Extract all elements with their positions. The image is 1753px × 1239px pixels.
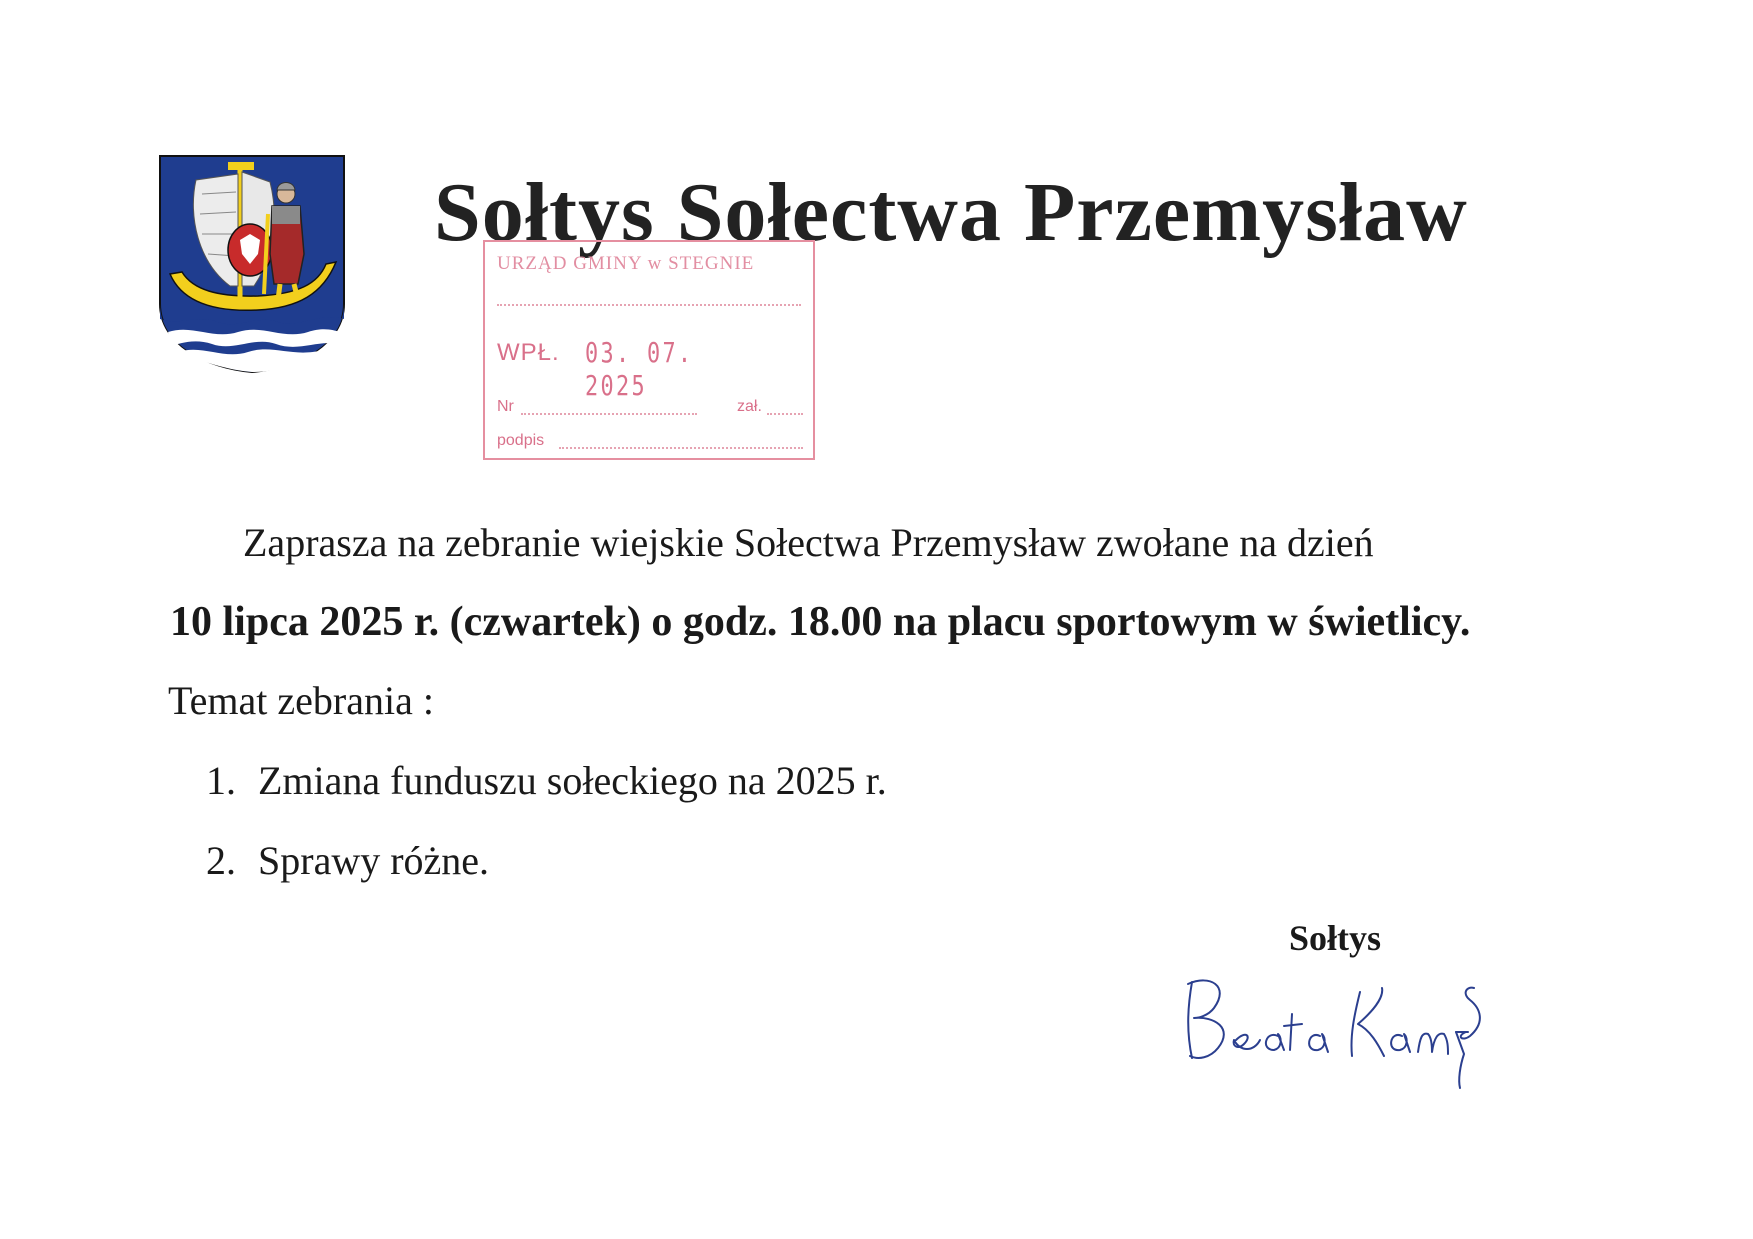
agenda-item — [206, 757, 887, 837]
registry-stamp — [483, 240, 815, 460]
stamp-signature-field — [559, 447, 803, 449]
stamp-attachment-field — [767, 413, 803, 415]
signature-title: Sołtys — [1289, 918, 1382, 958]
agenda-item-number: 1. — [206, 758, 236, 803]
agenda-list — [206, 757, 887, 917]
agenda-item-number: 2. — [206, 838, 236, 883]
topic-heading: Temat zebrania : — [168, 678, 434, 723]
stamp-number-row — [497, 398, 801, 420]
stamp-signature-label: podpis — [497, 432, 545, 449]
stamp-office: URZĄD GMINY w STEGNIE — [497, 253, 755, 274]
invitation-text: Zaprasza na zebranie wiejskie Sołectwa Przemysław zwołane na dzień — [243, 520, 1374, 565]
document-title: Sołtys Sołectwa Przemysław — [434, 166, 1468, 259]
agenda-item-text: Sprawy różne. — [258, 838, 490, 883]
handwritten-signature — [1170, 960, 1500, 1095]
stamp-number-label: Nr — [497, 398, 514, 415]
agenda-item-text: Zmiana funduszu sołeckiego na 2025 r. — [258, 758, 887, 803]
stamp-received-label: WPŁ. — [497, 339, 560, 366]
stamp-attachment-label: zał. — [737, 398, 762, 415]
meeting-date-line: 10 lipca 2025 r. (czwartek) o godz. 18.00 na placu sportowym w świetlicy. — [170, 599, 1471, 645]
stamp-number-field — [521, 413, 697, 415]
stamp-divider — [497, 304, 801, 306]
stamp-signature-row — [497, 432, 801, 454]
agenda-item — [206, 837, 887, 917]
coat-of-arms-icon — [158, 154, 346, 374]
stamp-received-date: 03. 07. 2025 — [585, 336, 694, 402]
